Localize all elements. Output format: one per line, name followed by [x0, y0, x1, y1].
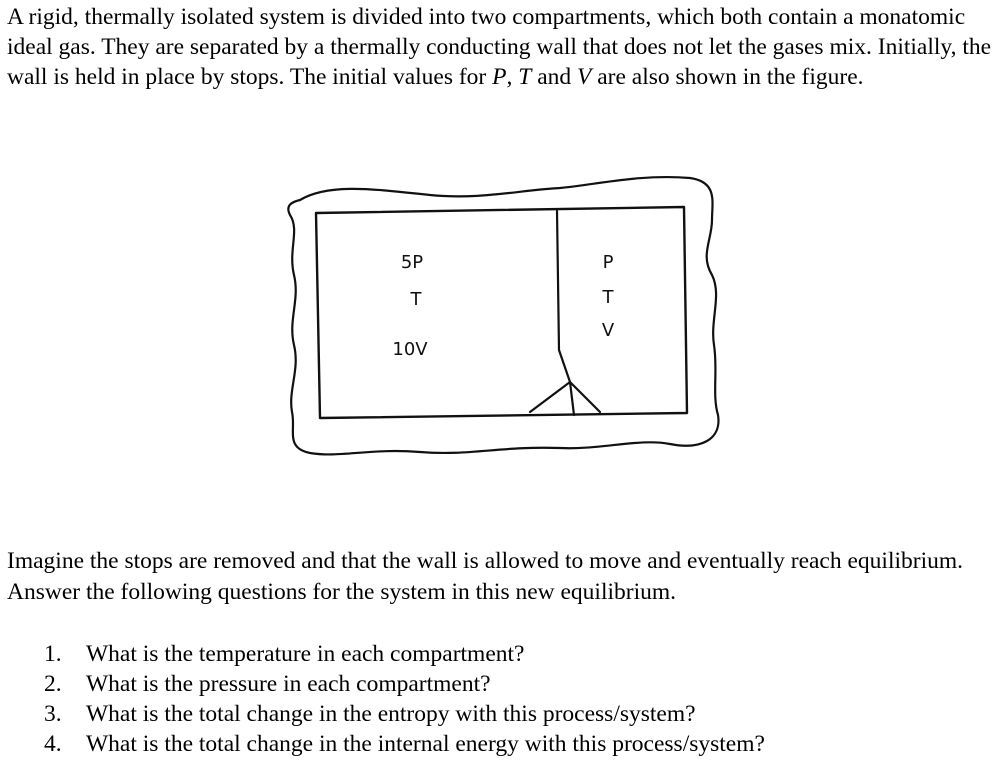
question-number: 4. — [44, 731, 62, 757]
question-text: What is the pressure in each compartment? — [86, 671, 491, 697]
variable-v: V — [577, 64, 592, 90]
variable-p: P — [492, 64, 507, 90]
list-item — [44, 669, 765, 699]
question-text: What is the total change in the entropy with this process/system? — [86, 701, 696, 727]
intro-text-part1: A rigid, thermally isolated system is divided into two compartments, which both contain a monatomic ideal gas. They are separated by a thermally conducting wall that does not let the gases mix. Initially, the wall is held in place by stops. The initial values for — [7, 4, 992, 90]
list-item — [44, 699, 765, 729]
right-volume-label: V — [601, 320, 615, 341]
figure-drawing — [0, 160, 1004, 470]
left-volume-label: 10V — [392, 339, 428, 360]
compartment-figure — [0, 160, 1004, 470]
variable-t: T — [518, 64, 532, 90]
problem-intro — [7, 2, 1001, 92]
question-number: 3. — [44, 701, 62, 727]
question-number: 1. — [44, 641, 62, 667]
list-item — [44, 639, 765, 669]
question-number: 2. — [44, 671, 62, 697]
list-item — [44, 729, 765, 759]
right-pressure-label: P — [602, 252, 614, 273]
question-text: What is the temperature in each compartment? — [86, 641, 525, 667]
intro-sep1: , — [506, 64, 519, 90]
left-pressure-label: 5P — [400, 252, 424, 273]
wall-stops — [530, 382, 600, 415]
right-temperature-label: T — [602, 287, 614, 308]
question-prompt: Imagine the stops are removed and that the wall is allowed to move and eventually reach equilibrium. Answer the following questions for the system in this new equilibrium. — [7, 548, 964, 605]
container-box — [316, 207, 687, 418]
left-temperature-label: T — [410, 289, 422, 310]
dividing-wall — [557, 211, 570, 382]
question-text: What is the total change in the internal energy with this process/system? — [86, 731, 765, 757]
intro-text-part2: are also shown in the figure. — [591, 64, 864, 90]
intro-sep2: and — [531, 64, 578, 90]
question-list — [44, 639, 765, 759]
